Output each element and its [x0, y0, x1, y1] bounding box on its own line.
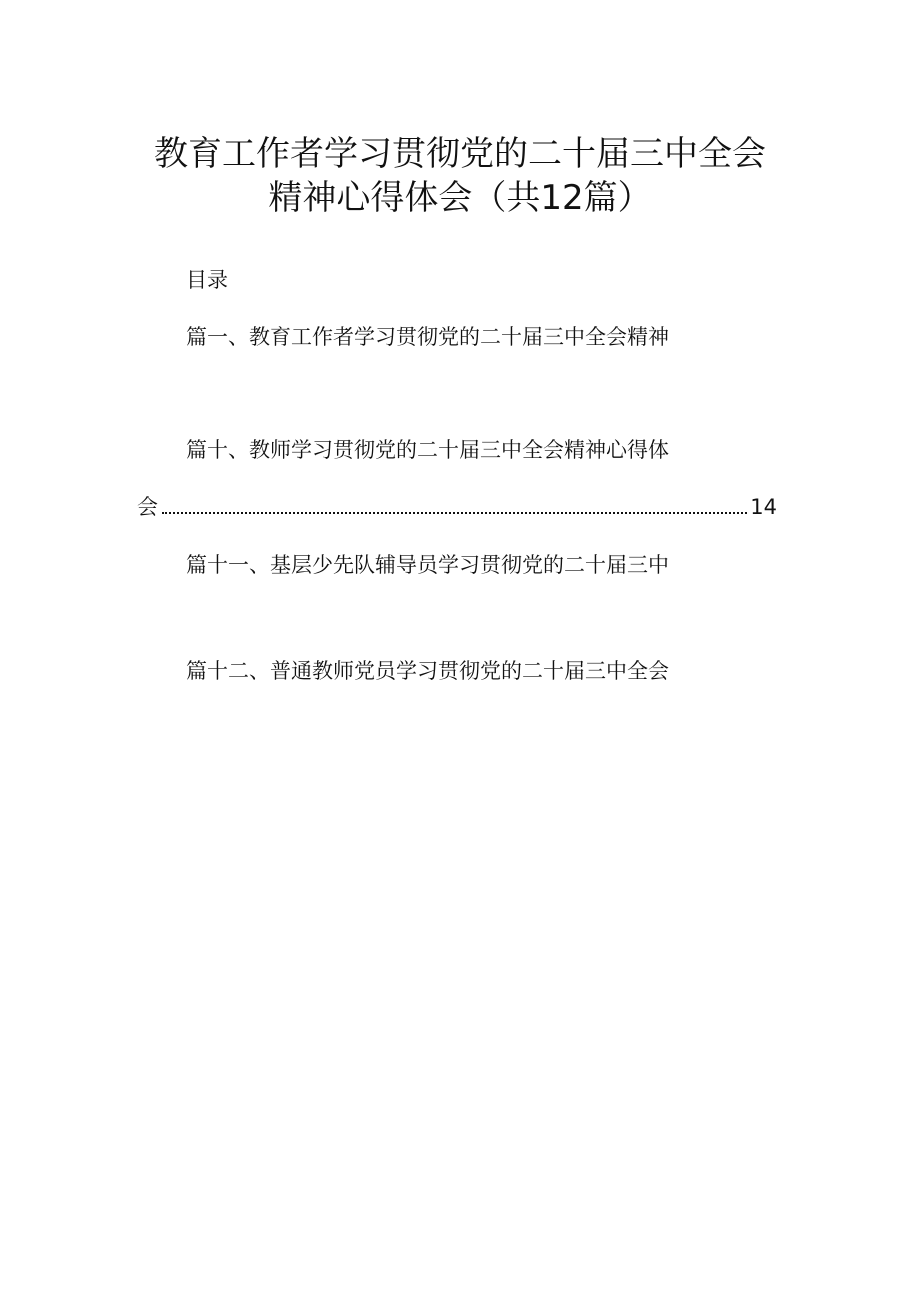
document-title-line-2: 精神心得体会（共12篇）: [268, 178, 652, 218]
toc-entry[interactable]: 篇十、教师学习贯彻党的二十届三中全会精神心得体: [186, 438, 669, 462]
toc-dot-leader: [162, 512, 747, 514]
toc-entry-continuation-text: 会: [137, 495, 158, 519]
toc-entry-continuation[interactable]: [137, 493, 777, 521]
toc-heading: 目录: [186, 268, 228, 292]
toc-page-number: 14: [750, 495, 777, 519]
toc-entry[interactable]: 篇十二、普通教师党员学习贯彻党的二十届三中全会: [186, 659, 669, 683]
toc-entry[interactable]: 篇十一、基层少先队辅导员学习贯彻党的二十届三中: [186, 553, 669, 577]
toc-entry[interactable]: 篇一、教育工作者学习贯彻党的二十届三中全会精神: [186, 325, 669, 349]
document-title-line-1: 教育工作者学习贯彻党的二十届三中全会: [154, 134, 766, 174]
